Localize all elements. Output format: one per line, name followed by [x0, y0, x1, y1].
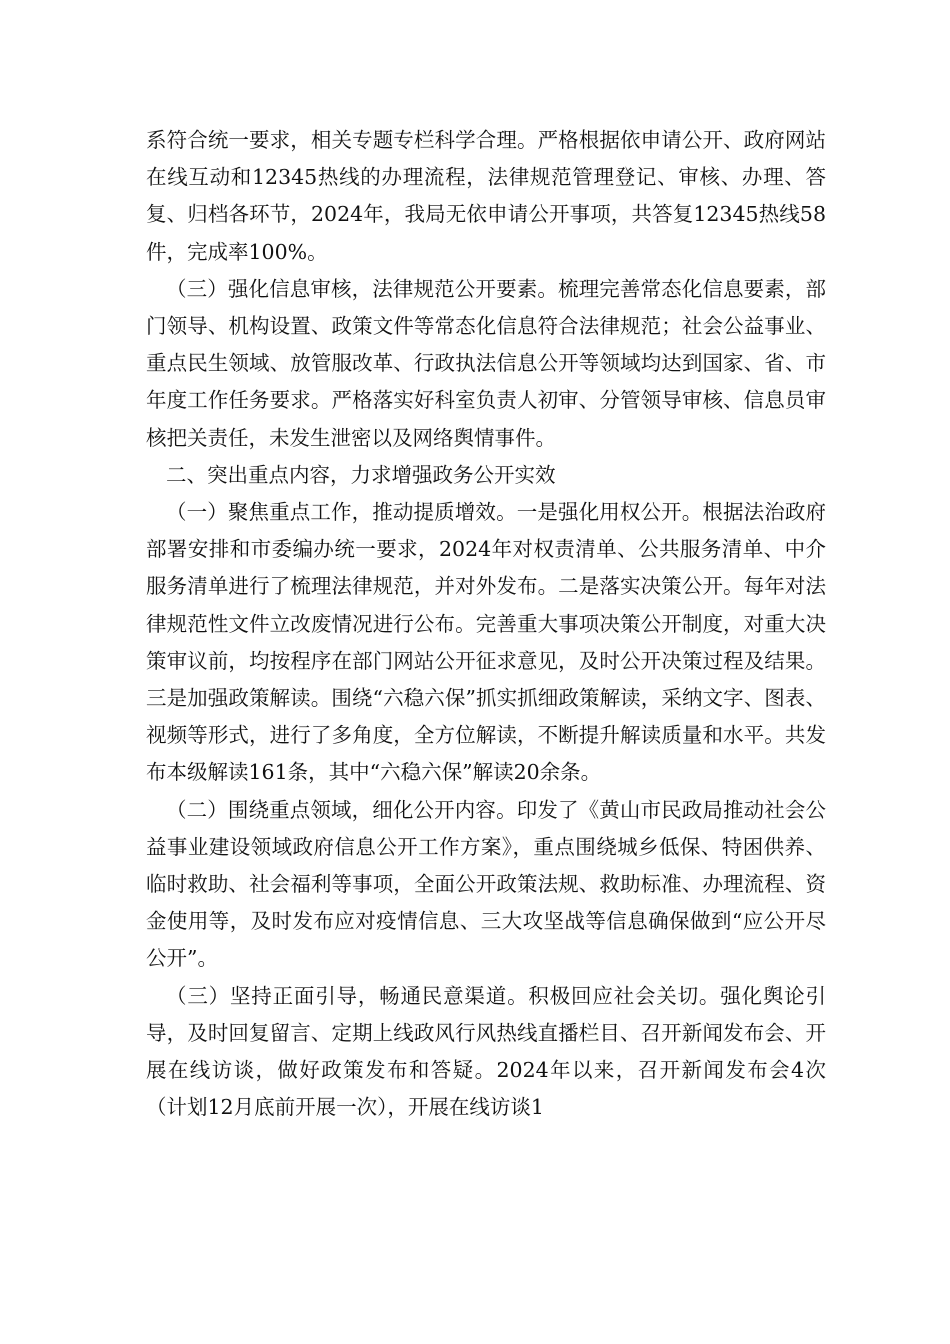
paragraph-continued: 系符合统一要求，相关专题专栏科学合理。严格根据依申请公开、政府网站在线互动和12345热线的办理流程，法律规范管理登记、审核、办理、答复、归档各环节，2024年，我局无依申请公开事项，共答复12345热线58件，完成率100%。	[146, 128, 826, 264]
section-heading-two: 二、突出重点内容，力求增强政务公开实效	[166, 462, 556, 487]
document-body	[146, 122, 826, 1126]
paragraph-key-work: （一）聚焦重点工作，推动提质增效。一是强化用权公开。根据法治政府部署安排和市委编办统一要求，2024年对权责清单、公共服务清单、中介服务清单进行了梳理法律规范，并对外发布。二是落实决策公开。每年对法律规范性文件立改废情况进行公布。完善重大事项决策公开制度，对重大决策审议前，均按程序在部门网站公开征求意见，及时公开决策过程及结果。三是加强政策解读。围绕“六稳六保”抓实抓细政策解读，采纳文字、图表、视频等形式，进行了多角度，全方位解读，不断提升解读质量和水平。共发布本级解读161条，其中“六稳六保”解读20余条。	[146, 500, 826, 785]
paragraph-info-review: （三）强化信息审核，法律规范公开要素。梳理完善常态化信息要素，部门领导、机构设置、政策文件等常态化信息符合法律规范；社会公益事业、重点民生领域、放管服改革、行政执法信息公开等领域均达到国家、省、市年度工作任务要求。严格落实好科室负责人初审、分管领导审核、信息员审核把关责任，未发生泄密以及网络舆情事件。	[146, 276, 826, 450]
paragraph-key-areas: （二）围绕重点领域，细化公开内容。印发了《黄山市民政局推动社会公益事业建设领域政府信息公开工作方案》，重点围绕城乡低保、特困供养、临时救助、社会福利等事项，全面公开政策法规、救助标准、办理流程、资金使用等，及时发布应对疫情信息、三大攻坚战等信息确保做到“应公开尽公开”。	[146, 797, 826, 971]
paragraph-public-guidance: （三）坚持正面引导，畅通民意渠道。积极回应社会关切。强化舆论引导，及时回复留言、定期上线政风行风热线直播栏目、召开新闻发布会、开展在线访谈，做好政策发布和答疑。2024年以来，召开新闻发布会4次（计划12月底前开展一次），开展在线访谈1	[146, 983, 826, 1120]
